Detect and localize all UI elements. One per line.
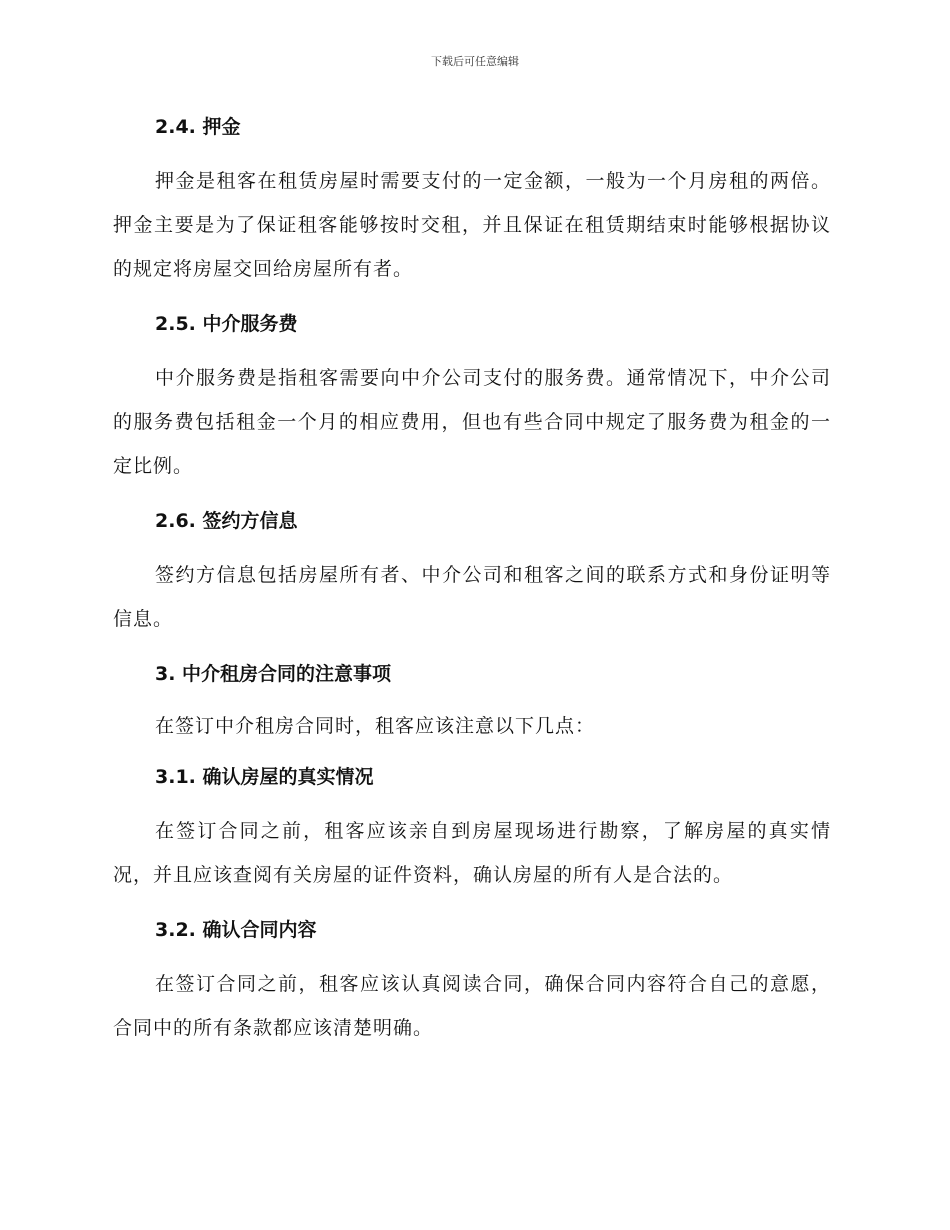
section-heading-precautions: 3. 中介租房合同的注意事项 [155,663,392,685]
section-heading-verify-contract: 3.2. 确认合同内容 [155,919,317,941]
section-body-verify-contract: 在签订合同之前，租客应该认真阅读合同，确保合同内容符合自己的意愿，合同中的所有条款都应该清楚明确。 [113,973,831,1039]
section-heading-verify-property: 3.1. 确认房屋的真实情况 [155,766,374,788]
section-body-precautions: 在签订中介租房合同时，租客应该注意以下几点： [155,715,596,737]
section-heading-agency-fee: 2.5. 中介服务费 [155,313,298,335]
section-heading-party-info: 2.6. 签约方信息 [155,510,298,532]
section-body-deposit: 押金是租客在租赁房屋时需要支付的一定金额，一般为一个月房租的两倍。押金主要是为了保证租客能够按时交租，并且保证在租赁期结束时能够根据协议的规定将房屋交回给房屋所有者。 [113,170,831,280]
section-body-agency-fee: 中介服务费是指租客需要向中介公司支付的服务费。通常情况下，中介公司的服务费包括租金一个月的相应费用，但也有些合同中规定了服务费为租金的一定比例。 [113,367,831,477]
document-body [113,108,831,1064]
section-body-verify-property: 在签订合同之前，租客应该亲自到房屋现场进行勘察，了解房屋的真实情况，并且应该查阅有关房屋的证件资料，确认房屋的所有人是合法的。 [113,820,831,886]
section-heading-deposit: 2.4. 押金 [155,116,241,138]
section-body-party-info: 签约方信息包括房屋所有者、中介公司和租客之间的联系方式和身份证明等信息。 [113,564,831,630]
page-header: 下载后可任意编辑 [431,55,519,68]
